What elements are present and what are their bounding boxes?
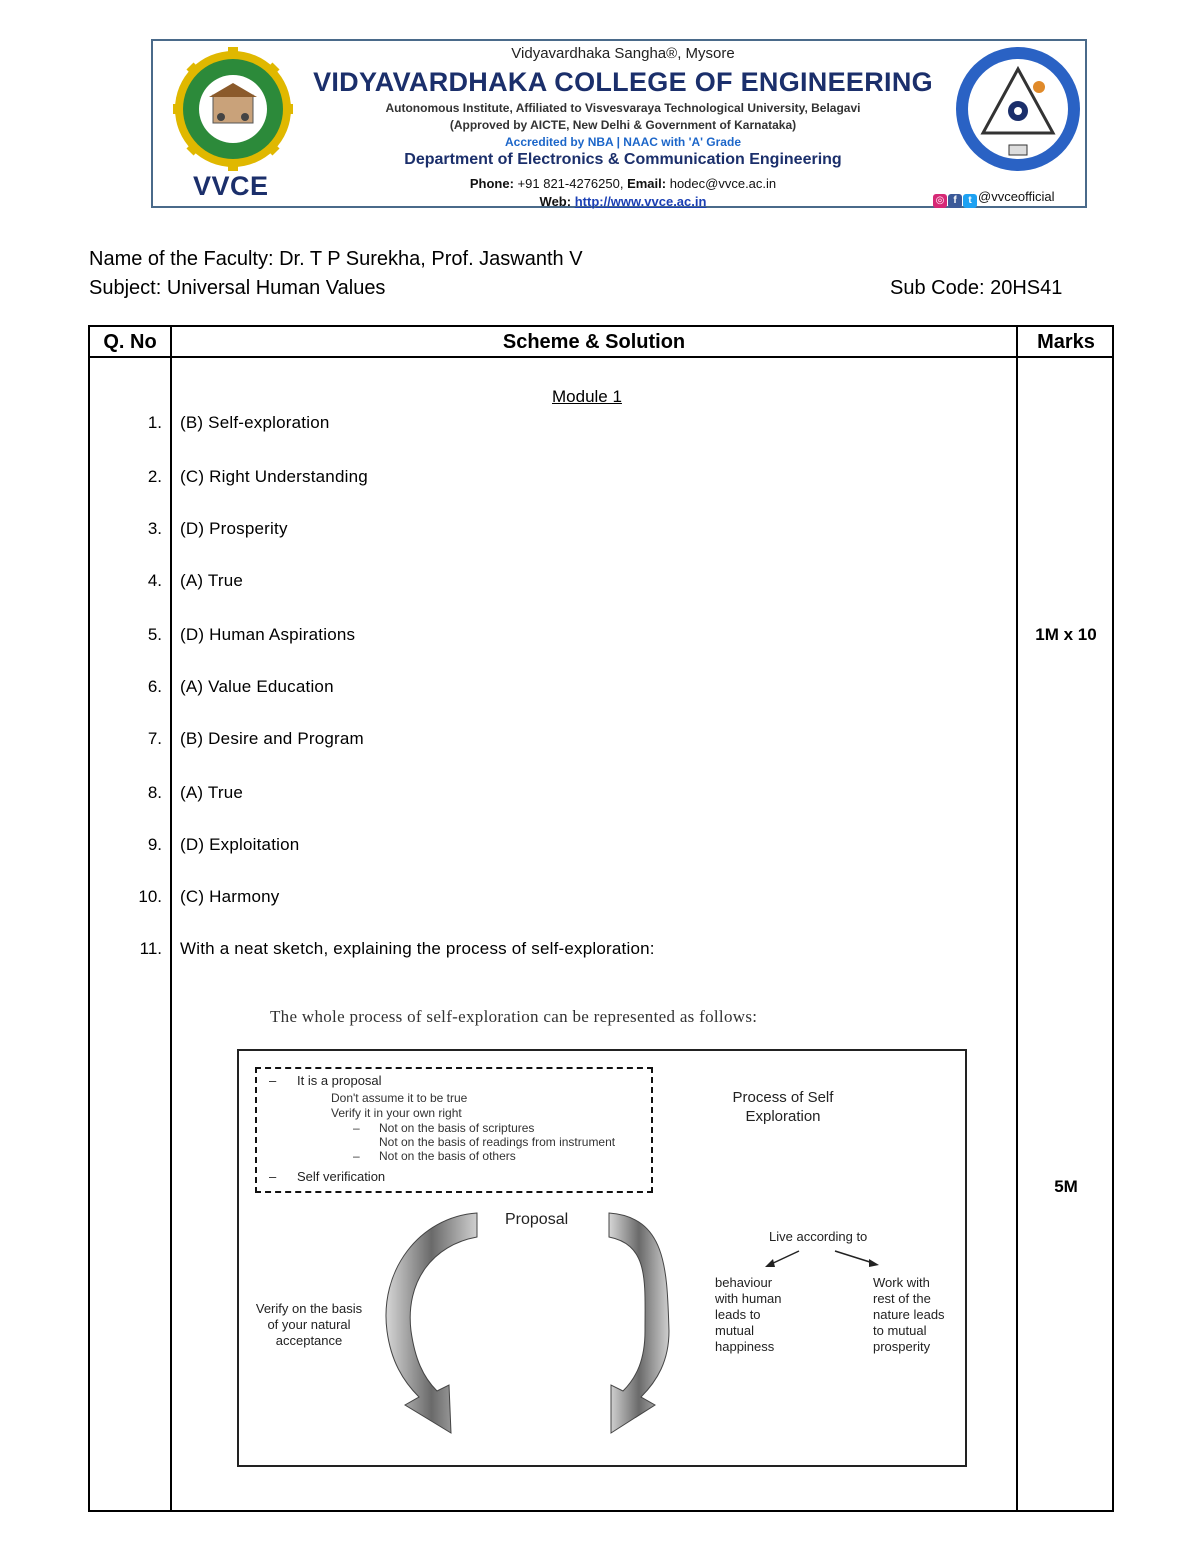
verify-label-line2: of your natural (267, 1317, 351, 1332)
right-arrow-head (869, 1259, 879, 1267)
header-scheme: Scheme & Solution (502, 331, 686, 353)
autonomous-line: Autonomous Institute, Affiliated to Visvesvaraya Technological University, Belagavi (385, 101, 861, 115)
work-line: rest of the (873, 1291, 931, 1306)
column-divider (170, 327, 172, 1510)
question-number: 1. (147, 413, 162, 432)
proposal-note: It is a proposal (297, 1073, 382, 1088)
behaviour-line: mutual (715, 1323, 755, 1338)
website-link[interactable]: http://www.vvce.ac.in (574, 194, 707, 209)
question-number: 9. (147, 835, 162, 854)
instagram-icon[interactable]: ◎ (933, 194, 947, 208)
verify-right-note: Verify it in your own right (331, 1106, 462, 1120)
answer-text: With a neat sketch, explaining the process of self-exploration: (180, 939, 655, 958)
phone-value: +91 821-4276250, (517, 176, 624, 191)
verify-label-line3: acceptance (275, 1333, 343, 1348)
not-others-note: Not on the basis of others (379, 1149, 516, 1163)
branch-arrows (759, 1247, 889, 1271)
web-label: Web: (539, 194, 572, 209)
email-value[interactable]: hodec@vvce.ac.in (669, 176, 777, 191)
work-line: nature leads (873, 1307, 945, 1322)
answer-text: (D) Human Aspirations (180, 625, 356, 644)
subject-line: Subject: Universal Human Values (89, 277, 386, 299)
diagram-title-line1: Process of Self (732, 1089, 834, 1106)
self-exploration-diagram (237, 1049, 967, 1467)
sangha-line: Vidyavardhaka Sangha®, Mysore (511, 45, 735, 62)
answer-text: (D) Exploitation (180, 835, 300, 854)
approval-line: (Approved by AICTE, New Delhi & Government of Karnataka) (449, 118, 797, 132)
self-verification-note: Self verification (297, 1169, 386, 1184)
question-number: 6. (147, 677, 162, 696)
header-divider (90, 356, 1112, 358)
work-line: Work with (873, 1275, 930, 1290)
module-title: Module 1 (552, 387, 622, 406)
facebook-icon[interactable]: f (948, 194, 962, 208)
department-emblem-logo (953, 45, 1083, 177)
social-handle[interactable]: @vvceofficial (978, 189, 1055, 204)
work-line: to mutual (873, 1323, 927, 1338)
behaviour-line: behaviour (715, 1275, 773, 1290)
behaviour-line: with human (715, 1291, 782, 1306)
live-according-label: Live according to (769, 1229, 868, 1244)
college-name: VIDYAVARDHAKA COLLEGE OF ENGINEERING (313, 67, 933, 97)
right-cycle-arrow (609, 1213, 669, 1433)
answer-scheme-table (88, 325, 1114, 1512)
contact-line (303, 176, 943, 191)
answer-text: (A) Value Education (180, 677, 334, 696)
question-number: 4. (147, 571, 162, 590)
phone-label: Phone: (469, 176, 514, 191)
answer-text: (A) True (180, 571, 244, 590)
question-number: 7. (147, 729, 162, 748)
not-instrument-note: Not on the basis of readings from instrument (379, 1135, 616, 1149)
dash-bullet: – (269, 1073, 277, 1088)
question-number: 3. (147, 519, 162, 538)
dont-assume-note: Don't assume it to be true (331, 1091, 468, 1105)
answer-text: (C) Harmony (180, 887, 280, 906)
diagram-title-line2: Exploration (745, 1108, 821, 1125)
figure-caption: The whole process of self-exploration can be represented as follows: (270, 1007, 758, 1026)
question-number: 5. (147, 625, 162, 644)
verify-label-line1: Verify on the basis (255, 1301, 363, 1316)
behaviour-line: leads to (715, 1307, 761, 1322)
answer-text: (A) True (180, 783, 244, 802)
work-line: prosperity (873, 1339, 931, 1354)
marks-q11: 5M (1054, 1177, 1078, 1196)
answer-text: (C) Right Understanding (180, 467, 368, 486)
dash-bullet: – (353, 1121, 360, 1135)
cycle-arrows (379, 1201, 679, 1451)
marks-mcq: 1M x 10 (1035, 625, 1097, 644)
question-number: 10. (138, 887, 162, 906)
proposal-notes-box (255, 1067, 653, 1193)
dash-bullet: – (353, 1149, 360, 1163)
dash-bullet: – (269, 1169, 277, 1184)
twitter-icon[interactable]: t (963, 194, 977, 208)
behaviour-line: happiness (715, 1339, 775, 1354)
accreditation-line: Accredited by NBA | NAAC with 'A' Grade (505, 135, 741, 149)
question-number: 8. (147, 783, 162, 802)
college-header-banner (151, 39, 1087, 208)
column-divider (1016, 327, 1018, 1510)
email-label: Email: (627, 176, 667, 191)
left-arrow-head (765, 1259, 775, 1267)
answer-text: (B) Self-exploration (180, 413, 330, 432)
web-line (303, 194, 943, 209)
answer-text: (B) Desire and Program (180, 729, 364, 748)
question-number: 2. (147, 467, 162, 486)
social-links (933, 189, 1055, 208)
faculty-name-line: Name of the Faculty: Dr. T P Surekha, Prof. Jaswanth V (89, 248, 583, 270)
department-name: Department of Electronics & Communication Engineering (404, 151, 842, 168)
vvce-logo-text: VVCE (193, 171, 269, 201)
question-number: 11. (139, 939, 162, 958)
sub-code: Sub Code: 20HS41 (890, 277, 1063, 299)
header-qno: Q. No (103, 331, 157, 353)
left-cycle-arrow (386, 1213, 477, 1433)
answer-text: (D) Prosperity (180, 519, 288, 538)
proposal-label: Proposal (505, 1211, 569, 1228)
college-seal-logo (165, 47, 301, 171)
not-scriptures-note: Not on the basis of scriptures (379, 1121, 535, 1135)
header-marks: Marks (1037, 331, 1095, 353)
